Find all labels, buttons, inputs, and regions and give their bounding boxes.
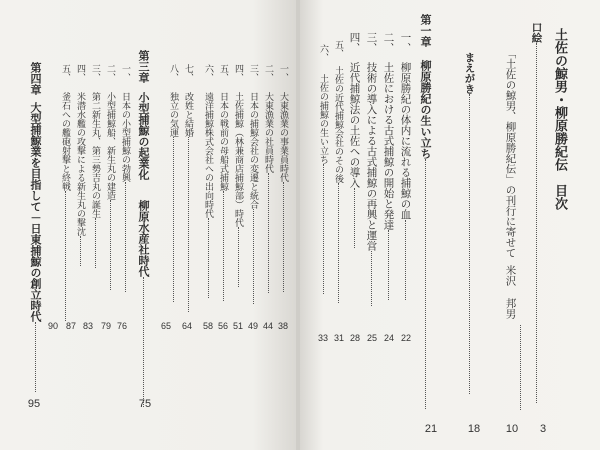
toc-item: 三、: [90, 64, 100, 82]
toc-item: 四、: [75, 64, 85, 82]
toc-item-text: 独立の気運: [168, 92, 177, 302]
chapter4-page: 95: [27, 398, 41, 410]
toc-item: 一、: [278, 64, 288, 82]
toc-item-text: 日本の戦前の母船式捕鯨: [218, 92, 227, 301]
toc-maegaki: [464, 52, 475, 394]
toc-preface-author: 米沢 邦男: [504, 265, 517, 319]
toc-kuchie-label: 口絵: [530, 22, 543, 43]
toc-item-page: 65: [160, 321, 172, 331]
toc-item-text: 大東漁業の社員時代: [263, 92, 272, 293]
toc-item-page: 90: [47, 321, 59, 331]
toc-item-page: 49: [247, 321, 259, 331]
toc-item-page: 64: [181, 321, 193, 331]
chapter1-title: 柳原勝紀の生い立ち: [420, 60, 431, 409]
toc-item-text: 土佐における古式捕鯨の開始と発達: [383, 62, 394, 300]
toc-item-page: 56: [217, 321, 229, 331]
toc-maegaki-page: 18: [467, 423, 481, 435]
toc-kuchie: [531, 22, 542, 403]
book-title: 土佐の鯨男・柳原勝紀伝 目次: [552, 28, 567, 210]
toc-item-text: 第二新生丸、第三勢吉丸の誕生: [90, 92, 99, 268]
toc-item: 七、: [183, 64, 193, 82]
toc-item-text: 土佐の捕鯨の生い立ち: [318, 74, 327, 294]
toc-item-text: 技術の導入による古式捕鯨の再興と運営: [366, 62, 377, 306]
toc-item: 六、: [203, 64, 213, 82]
toc-item-text: 土佐の近代捕鯨会社のその後: [333, 66, 342, 303]
toc-preface-label: 「土佐の鯨男、柳原勝紀伝」の刊行に寄せて: [504, 48, 517, 258]
toc-item-text: 遠洋捕鯨株式会社への出向時代: [203, 92, 212, 298]
toc-preface-leader: [512, 325, 528, 410]
toc-item-page: 58: [202, 321, 214, 331]
toc-item-page: 83: [82, 321, 94, 331]
chapter3-title: 小型捕鯨の起業化: [137, 92, 150, 180]
toc-item: 三、: [248, 64, 258, 82]
toc-item-text: 日本の小型捕鯨の勃興: [120, 92, 129, 292]
toc-item: 二、: [382, 32, 395, 53]
chapter3-page: 75: [138, 398, 152, 410]
chapter4-number: 第四章: [29, 62, 42, 95]
toc-item: 八、: [168, 64, 178, 82]
toc-item-text: 小型捕鯨船、新生丸の建造: [105, 92, 114, 290]
toc-item-page: 76: [116, 321, 128, 331]
toc-item: 一、: [399, 32, 412, 53]
toc-item: 六、: [318, 44, 328, 62]
toc-item: 三、: [365, 32, 378, 53]
toc-item-text: 大東漁業の事業員時代: [278, 92, 287, 292]
toc-item: 五、: [333, 40, 343, 58]
toc-item: 一、: [120, 64, 130, 82]
toc-item-text: 日本の捕鯨会社の変遷と統合: [248, 92, 257, 304]
toc-item-page: 28: [349, 333, 361, 343]
toc-item: 二、: [105, 64, 115, 82]
toc-item-text: 近代捕鯨法の土佐への導入: [349, 62, 360, 248]
toc-item-page: 33: [317, 333, 329, 343]
toc-item-page: 24: [383, 333, 395, 343]
toc-item-page: 87: [65, 321, 77, 331]
chapter3-subtitle: 柳原水産社時代: [138, 200, 149, 407]
toc-item-text: 土佐捕鯨（林兼商店捕鯨部）時代: [233, 92, 242, 287]
toc-item: 四、: [348, 32, 361, 53]
toc-maegaki-label: まえがき: [463, 52, 476, 94]
toc-item-page: 44: [262, 321, 274, 331]
toc-item-page: 22: [400, 333, 412, 343]
leader-dots: [536, 43, 537, 403]
toc-item-page: 79: [100, 321, 112, 331]
toc-item-page: 51: [232, 321, 244, 331]
toc-item-text: 柳原勝紀の体内に流れる捕鯨の血: [400, 62, 411, 300]
toc-item-text: 米潜水艦の攻撃による新生丸の撃沈: [75, 92, 84, 266]
toc-preface: [505, 48, 516, 258]
toc-item: 五、: [60, 64, 70, 82]
toc-item-page: 38: [277, 321, 289, 331]
toc-item-text: 改姓と結婚: [183, 92, 192, 312]
toc-item-page: 31: [333, 333, 345, 343]
toc-item: 二、: [263, 64, 273, 82]
toc-item: 五、: [218, 64, 228, 82]
toc-kuchie-page: 3: [539, 423, 547, 435]
toc-item: 四、: [233, 64, 243, 82]
chapter1-number: 第一章: [419, 14, 432, 47]
toc-item-page: 25: [366, 333, 378, 343]
chapter4-title: 大型捕鯨業を目指して－日東捕鯨の創立時代: [30, 102, 41, 392]
book-gutter: [296, 0, 300, 450]
chapter3-number: 第三章: [137, 50, 150, 83]
chapter1-page: 21: [424, 423, 438, 435]
toc-item-text: 釜石への艦砲射撃と終戦: [60, 92, 69, 321]
toc-preface-page: 10: [505, 423, 519, 435]
